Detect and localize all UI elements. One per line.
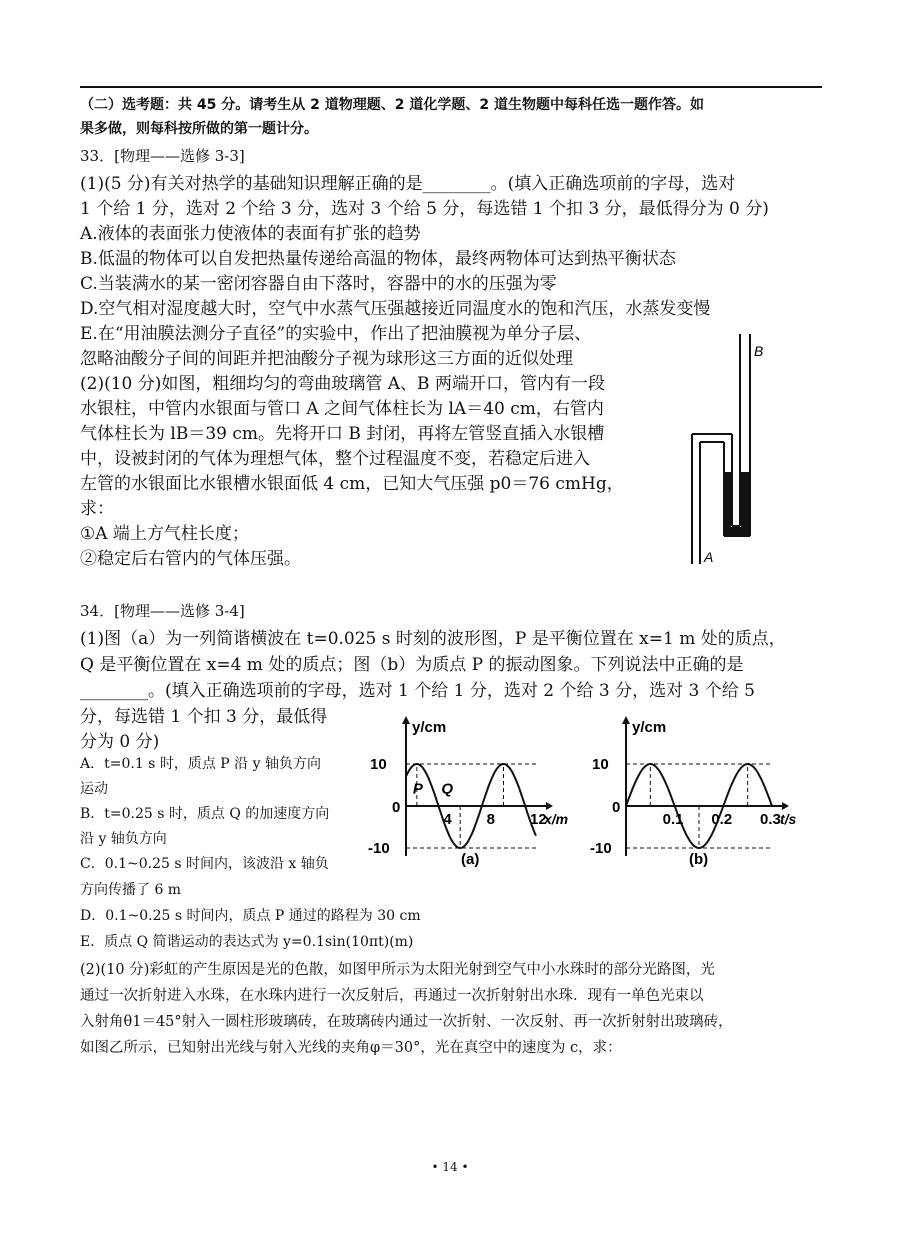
q33-part2-line: 求： [80, 499, 114, 519]
chart-caption: (a) [461, 851, 480, 868]
q34-option-a-cont: 运动 [80, 781, 108, 797]
top-rule [80, 86, 822, 88]
y-axis-arrow [402, 716, 410, 724]
y-axis-label: y/cm [632, 719, 667, 736]
y-tick-label: 0 [612, 799, 621, 816]
q33-option-c: C.当装满水的某一密闭容器自由下落时，容器中的水的压强为零 [80, 274, 557, 294]
section-header-line2: 果多做，则每科按所做的第一题计分。 [80, 121, 318, 137]
q33-option-b: B.低温的物体可以自发把热量传递给高温的物体，最终两物体可达到热平衡状态 [80, 249, 676, 269]
q34-option-a: A．t=0.1 s 时，质点 P 沿 y 轴负方向 [80, 756, 321, 772]
mercury-column [725, 527, 749, 535]
point-label-p: P [412, 780, 423, 798]
x-axis-arrow [546, 802, 553, 810]
page-number: • 14 • [431, 1160, 469, 1174]
q33-title: 33．[物理——选修 3-3] [80, 147, 245, 165]
vibration-chart-b [590, 712, 810, 872]
x-tick-label: 12 [530, 811, 547, 828]
q34-option-b-cont: 沿 y 轴负方向 [80, 831, 167, 847]
q33-part2-line: 水银柱，中管内水银面与管口 A 之间气体柱长为 lA＝40 cm，右管内 [80, 399, 604, 419]
x-axis-label: t/s [780, 811, 797, 827]
q34-option-b: B．t=0.25 s 时，质点 Q 的加速度方向 [80, 806, 330, 822]
q33-part2-line: 中，设被封闭的气体为理想气体，整个过程温度不变，若稳定后进入 [80, 449, 590, 469]
q33-part2-line: 气体柱长为 lB＝39 cm。先将开口 B 封闭，再将左管竖直插入水银槽 [80, 424, 605, 444]
wave-chart-a [368, 712, 598, 872]
mercury-column [725, 472, 731, 535]
x-tick-label: 0.1 [662, 811, 684, 828]
q33-option-a: A.液体的表面张力使液体的表面有扩张的趋势 [80, 224, 421, 244]
q34-part1-line: ________。(填入正确选项前的字母，选对 1 个给 1 分，选对 2 个给 3 分，选对 3 个给 5 [80, 681, 755, 701]
label-b: B [754, 343, 764, 359]
q34-part2-line: 通过一次折射进入水珠，在水珠内进行一次反射后，再通过一次折射射出水珠．现有一单色光束以 [80, 988, 704, 1004]
y-axis-label: y/cm [412, 719, 447, 736]
y-tick-label: 0 [392, 799, 401, 816]
q34-part1-line: 分，每选错 1 个扣 3 分，最低得 [80, 707, 328, 727]
q34-part2-line: 如图乙所示，已知射出光线与射入光线的夹角φ＝30°，光在真空中的速度为 c，求： [80, 1040, 622, 1056]
x-axis-label: x/m [544, 811, 569, 827]
q33-sub-question-1: ①A 端上方气柱长度； [80, 524, 249, 544]
mercury-column [741, 472, 749, 528]
q34-option-d: D．0.1~0.25 s 时间内，质点 P 通过的路程为 30 cm [80, 908, 421, 924]
q34-part1-line: (1)图（a）为一列简谐横波在 t=0.025 s 时刻的波形图，P 是平衡位置在 x=1 m 处的质点， [80, 629, 786, 649]
chart-caption: (b) [689, 851, 709, 868]
q33-part2-line: (2)(10 分)如图，粗细均匀的弯曲玻璃管 A、B 两端开口，管内有一段 [80, 374, 605, 394]
q34-option-c-cont: 方向传播了 6 m [80, 882, 182, 898]
q34-title: 34．[物理——选修 3-4] [80, 602, 245, 620]
q34-part1-line: 分为 0 分) [80, 732, 160, 752]
q33-option-e: E.在“用油膜法测分子直径”的实验中，作出了把油膜视为单分子层、 [80, 324, 592, 344]
q34-option-e: E．质点 Q 简谐运动的表达式为 y=0.1sin(10πt)(m) [80, 934, 414, 950]
label-a: A [704, 549, 714, 565]
q33-part2-line: 左管的水银面比水银槽水银面低 4 cm，已知大气压强 p0＝76 cmHg， [80, 474, 624, 494]
x-tick-label: 0.2 [711, 811, 733, 828]
x-tick-label: 8 [486, 811, 496, 828]
y-axis-arrow [622, 716, 630, 724]
q33-option-d: D.空气相对湿度越大时，空气中水蒸气压强越接近同温度水的饱和汽压，水蒸发变慢 [80, 299, 711, 319]
q34-part1-line: Q 是平衡位置在 x=4 m 处的质点；图（b）为质点 P 的振动图象。下列说法中正确的是 [80, 655, 744, 675]
u-tube-figure [670, 326, 782, 582]
q34-part2-line: 入射角θ1＝45°射入一圆柱形玻璃砖，在玻璃砖内通过一次折射、一次反射、再一次折射射出玻璃砖， [80, 1014, 733, 1030]
q33-option-e-cont: 忽略油酸分子间的间距并把油酸分子视为球形这三方面的近似处理 [80, 349, 573, 369]
y-tick-label: 10 [592, 756, 609, 773]
y-tick-label: -10 [590, 840, 612, 857]
x-tick-label: 4 [443, 811, 452, 828]
x-tick-label: 0.3 [760, 811, 781, 828]
y-tick-label: -10 [368, 840, 390, 857]
x-axis-arrow [782, 802, 789, 810]
y-tick-label: 10 [370, 756, 387, 773]
q34-option-c: C．0.1~0.25 s 时间内，该波沿 x 轴负 [80, 856, 329, 872]
q33-part1-line: 1 个给 1 分，选对 2 个给 3 分，选对 3 个给 5 分，每选错 1 个扣 3 分，最低得分为 0 分) [80, 199, 769, 219]
q33-sub-question-2: ②稳定后右管内的气体压强。 [80, 549, 301, 569]
q33-part1-line: (1)(5 分)有关对热学的基础知识理解正确的是________。(填入正确选项前的字母，选对 [80, 174, 736, 194]
point-label-q: Q [441, 780, 454, 798]
section-header-line1: （二）选考题：共 45 分。请考生从 2 道物理题、2 道化学题、2 道生物题中每科任选一题作答。如 [80, 97, 704, 113]
q34-part2-line: (2)(10 分)彩虹的产生原因是光的色散，如图甲所示为太阳光射到空气中小水珠时的部分光路图，光 [80, 962, 715, 978]
